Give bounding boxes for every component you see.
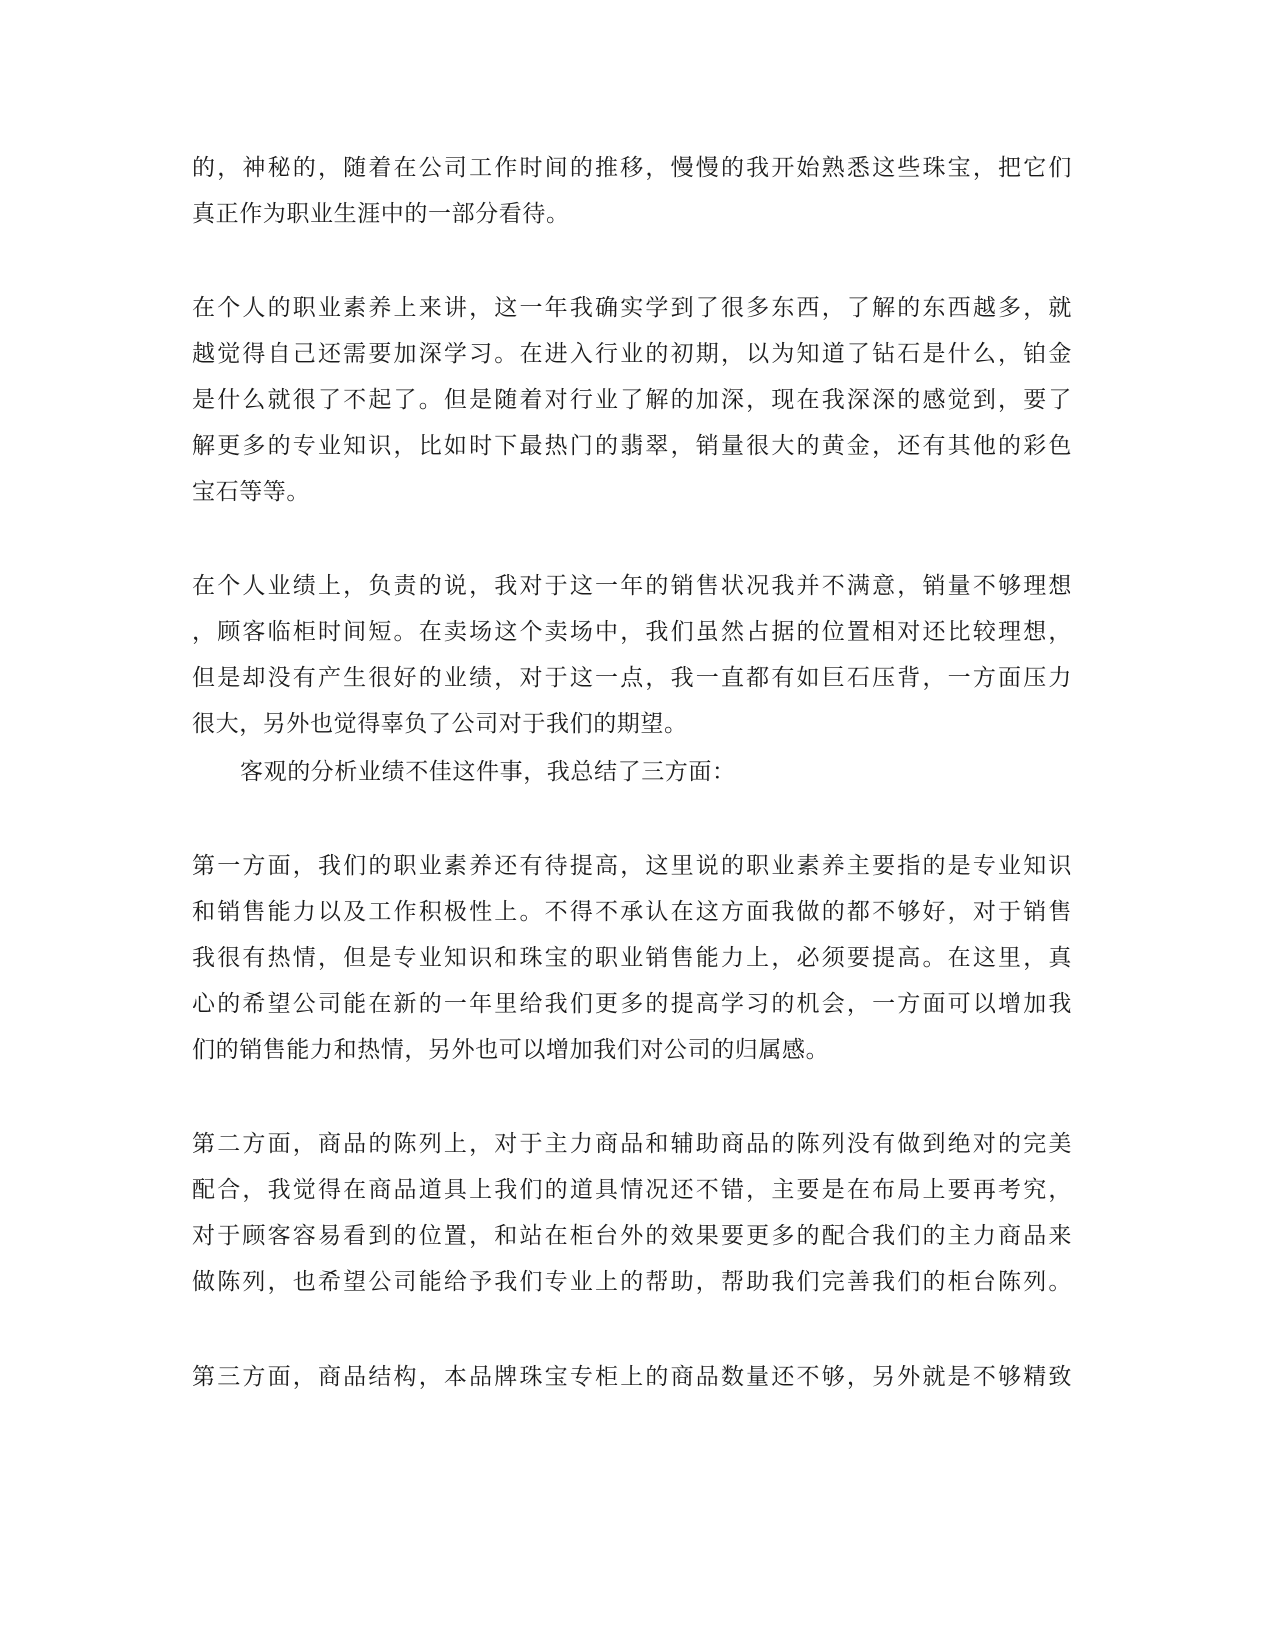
paragraph-line: 解更多的专业知识，比如时下最热门的翡翠，销量很大的黄金，还有其他的彩色 xyxy=(192,433,1072,459)
paragraph-line: 是什么就很了不起了。但是随着对行业了解的加深，现在我深深的感觉到，要了 xyxy=(192,387,1072,413)
paragraph-line: 第一方面，我们的职业素养还有待提高，这里说的职业素养主要指的是专业知识 xyxy=(192,853,1072,879)
paragraph-line: 在个人业绩上，负责的说，我对于这一年的销售状况我并不满意，销量不够理想 xyxy=(192,573,1072,599)
paragraph-line: 对于顾客容易看到的位置，和站在柜台外的效果要更多的配合我们的主力商品来 xyxy=(192,1223,1072,1249)
paragraph-line: 和销售能力以及工作积极性上。不得不承认在这方面我做的都不够好，对于销售 xyxy=(192,899,1072,925)
paragraph-line: 真正作为职业生涯中的一部分看待。 xyxy=(192,201,570,227)
paragraph-line: 们的销售能力和热情，另外也可以增加我们对公司的归属感。 xyxy=(192,1037,830,1063)
paragraph-line: 第二方面，商品的陈列上，对于主力商品和辅助商品的陈列没有做到绝对的完美 xyxy=(192,1131,1072,1157)
paragraph-line: 配合，我觉得在商品道具上我们的道具情况还不错，主要是在布局上要再考究， xyxy=(192,1177,1072,1203)
paragraph-line: 心的希望公司能在新的一年里给我们更多的提高学习的机会，一方面可以增加我 xyxy=(192,991,1072,1017)
paragraph-line: 的，神秘的，随着在公司工作时间的推移，慢慢的我开始熟悉这些珠宝，把它们 xyxy=(192,155,1072,181)
paragraph-line: 宝石等等。 xyxy=(192,479,310,505)
paragraph-line: 客观的分析业绩不佳这件事，我总结了三方面： xyxy=(240,759,736,785)
paragraph-line: ，顾客临柜时间短。在卖场这个卖场中，我们虽然占据的位置相对还比较理想， xyxy=(192,619,1072,645)
paragraph-line: 很大，另外也觉得辜负了公司对于我们的期望。 xyxy=(192,711,688,737)
paragraph-line: 但是却没有产生很好的业绩，对于这一点，我一直都有如巨石压背，一方面压力 xyxy=(192,665,1072,691)
paragraph-line: 做陈列，也希望公司能给予我们专业上的帮助，帮助我们完善我们的柜台陈列。 xyxy=(192,1269,1072,1295)
paragraph-line: 我很有热情，但是专业知识和珠宝的职业销售能力上，必须要提高。在这里，真 xyxy=(192,945,1072,971)
paragraph-line: 第三方面，商品结构，本品牌珠宝专柜上的商品数量还不够，另外就是不够精致 xyxy=(192,1364,1072,1390)
paragraph-line: 在个人的职业素养上来讲，这一年我确实学到了很多东西，了解的东西越多，就 xyxy=(192,295,1072,321)
paragraph-line: 越觉得自己还需要加深学习。在进入行业的初期，以为知道了钻石是什么，铂金 xyxy=(192,341,1072,367)
